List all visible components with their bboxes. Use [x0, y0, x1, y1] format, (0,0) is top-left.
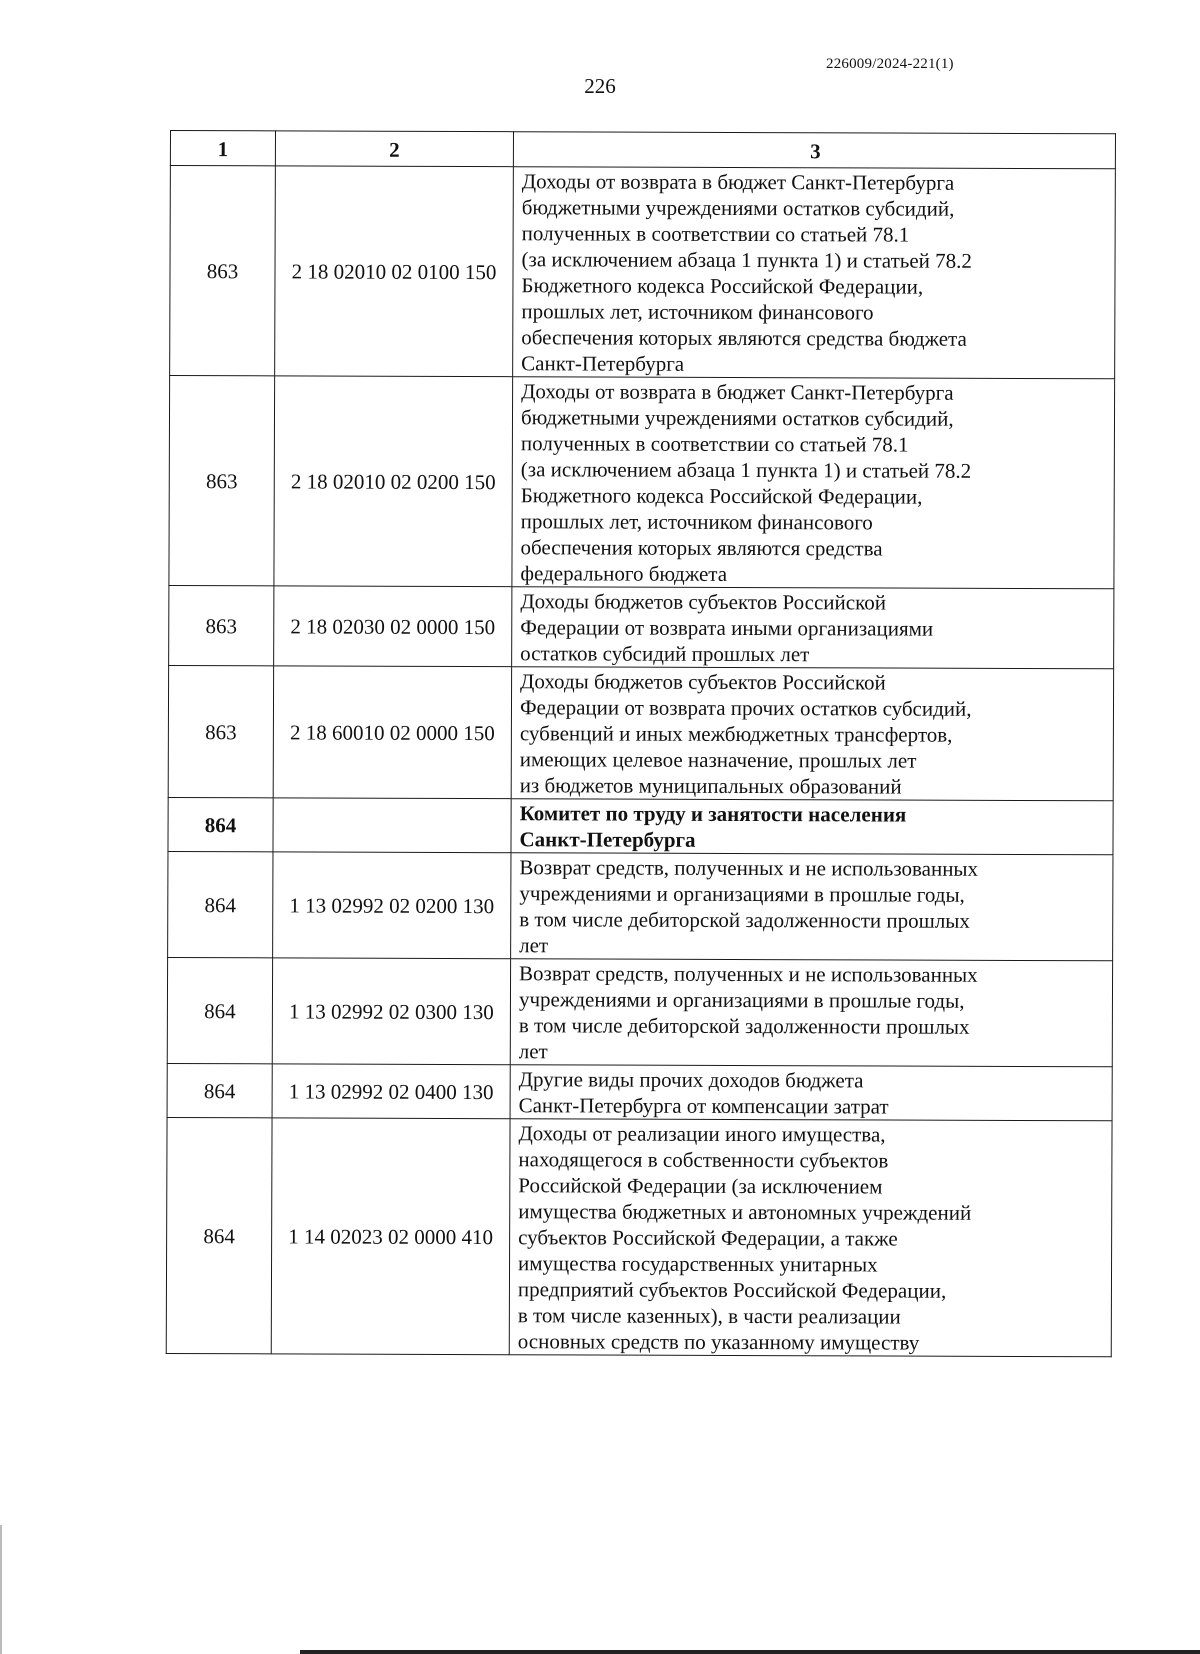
- column-header-3: 3: [513, 132, 1115, 169]
- description-line: в том числе дебиторской задолженности прошлых: [519, 907, 970, 933]
- revenue-description-cell: [511, 853, 1113, 961]
- description-line: (за исключением абзаца 1 пункта 1) и статьей 78.2: [520, 457, 972, 483]
- description-line: лет: [519, 933, 549, 958]
- revenue-code-cell: 1 13 02992 02 0300 130: [272, 958, 510, 1065]
- description-line: имущества бюджетных и автономных учреждений: [518, 1199, 972, 1225]
- description-line: остатков субсидий прошлых лет: [520, 641, 810, 667]
- table-row: [166, 1117, 1112, 1356]
- administrator-code-cell: 863: [170, 166, 276, 376]
- description-line: прошлых лет, источником финансового: [521, 299, 874, 325]
- description-line: Российской Федерации (за исключением: [518, 1173, 883, 1199]
- description-line: Санкт-Петербурга от компенсации затрат: [518, 1093, 889, 1119]
- table-row: [169, 376, 1115, 589]
- description-line: лет: [518, 1039, 548, 1064]
- revenue-code-cell: 2 18 60010 02 0000 150: [273, 666, 511, 799]
- description-line: полученных в соответствии со статьей 78.1: [521, 221, 910, 247]
- column-header-2: 2: [275, 131, 513, 167]
- revenue-code-cell: [273, 798, 511, 853]
- administrator-code-cell: 863: [168, 665, 273, 797]
- administrator-code-cell: 864: [166, 1117, 272, 1353]
- description-line: полученных в соответствии со статьей 78.1: [520, 431, 909, 457]
- description-line: прошлых лет, источником финансового: [520, 509, 873, 535]
- scan-edge-mark: [300, 1650, 1200, 1654]
- revenue-code-cell: 1 14 02023 02 0000 410: [271, 1118, 510, 1355]
- description-line: находящегося в собственности субъектов: [518, 1147, 889, 1173]
- description-line: обеспечения которых являются средства: [520, 535, 883, 561]
- revenue-code-cell: 2 18 02010 02 0200 150: [274, 376, 513, 587]
- administrator-code-cell: 864: [168, 851, 273, 957]
- administrator-code-cell: 864: [168, 797, 273, 851]
- revenue-code-cell: 2 18 02030 02 0000 150: [274, 586, 512, 667]
- description-line: Доходы от возврата в бюджет Санкт-Петербурга: [521, 379, 954, 405]
- table-header-row: [170, 131, 1115, 169]
- description-line: имеющих целевое назначение, прошлых лет: [519, 747, 917, 773]
- table-row: [167, 957, 1112, 1066]
- description-line: в том числе дебиторской задолженности прошлых: [518, 1013, 970, 1039]
- scan-shadow: [0, 1525, 2, 1654]
- revenue-description-cell: [509, 1119, 1112, 1357]
- table-body: [166, 131, 1115, 1357]
- description-line: бюджетными учреждениями остатков субсидий,: [520, 405, 954, 431]
- description-line: бюджетными учреждениями остатков субсидий,: [521, 195, 955, 221]
- revenue-code-cell: 2 18 02010 02 0100 150: [275, 166, 514, 377]
- column-header-1: 1: [170, 131, 275, 166]
- description-line: Другие виды прочих доходов бюджета: [518, 1067, 864, 1093]
- description-line: Бюджетного кодекса Российской Федерации,: [520, 483, 923, 509]
- administrator-code-cell: 863: [169, 585, 274, 665]
- page-number: 226: [584, 74, 616, 98]
- description-line: из бюджетов муниципальных образований: [519, 773, 902, 799]
- description-line: предприятий субъектов Российской Федерации,: [517, 1277, 947, 1303]
- administrator-code-cell: 864: [167, 957, 272, 1063]
- description-line: учреждениями и организациями в прошлые годы,: [519, 881, 965, 907]
- description-line: Доходы бюджетов субъектов Российской: [520, 589, 887, 615]
- description-line: Санкт-Петербурга: [521, 351, 685, 376]
- description-line: федерального бюджета: [520, 561, 728, 586]
- description-line: Возврат средств, полученных и не использованных: [519, 961, 978, 987]
- administrator-code-cell: 863: [169, 376, 275, 586]
- description-line: Комитет по труду и занятости населения: [519, 801, 907, 827]
- revenue-description-cell: [511, 799, 1113, 855]
- description-line: Возврат средств, полученных и не использованных: [519, 855, 979, 881]
- table-row: [169, 585, 1114, 668]
- revenue-description-cell: [512, 587, 1114, 669]
- table-row: [170, 166, 1116, 379]
- table-row: [167, 1063, 1112, 1120]
- description-line: субвенций и иных межбюджетных трансфертов,: [519, 721, 953, 747]
- description-line: обеспечения которых являются средства бюджета: [521, 325, 967, 351]
- revenue-description-cell: [510, 959, 1112, 1067]
- revenue-codes-table: [166, 130, 1116, 1357]
- description-line: субъектов Российской Федерации, а также: [518, 1225, 898, 1251]
- revenue-description-cell: [510, 1065, 1112, 1121]
- description-line: Федерации от возврата прочих остатков субсидий,: [519, 695, 972, 721]
- revenue-description-cell: [511, 667, 1113, 801]
- table-row: [168, 851, 1113, 960]
- document-registration-number: 226009/2024-221(1): [826, 56, 954, 72]
- description-line: имущества государственных унитарных: [518, 1251, 878, 1277]
- description-line: учреждениями и организациями в прошлые годы,: [518, 987, 965, 1013]
- revenue-description-cell: [513, 167, 1116, 379]
- revenue-code-cell: 1 13 02992 02 0400 130: [272, 1064, 510, 1119]
- revenue-description-cell: [512, 377, 1115, 589]
- description-line: в том числе казенных), в части реализации: [517, 1303, 901, 1329]
- revenue-code-cell: 1 13 02992 02 0200 130: [273, 852, 511, 959]
- description-line: Санкт-Петербурга: [519, 827, 696, 852]
- description-line: Доходы бюджетов субъектов Российской: [520, 669, 886, 695]
- description-line: Доходы от возврата в бюджет Санкт-Петербурга: [521, 169, 955, 195]
- administrator-code-cell: 864: [167, 1063, 272, 1117]
- description-line: Бюджетного кодекса Российской Федерации,: [521, 273, 924, 299]
- description-line: основных средств по указанному имуществу: [517, 1329, 920, 1355]
- table-row: [168, 797, 1113, 854]
- description-line: (за исключением абзаца 1 пункта 1) и статьей 78.2: [521, 247, 972, 273]
- description-line: Доходы от реализации иного имущества,: [518, 1121, 886, 1147]
- description-line: Федерации от возврата иными организациями: [520, 615, 934, 641]
- table-row: [168, 665, 1113, 800]
